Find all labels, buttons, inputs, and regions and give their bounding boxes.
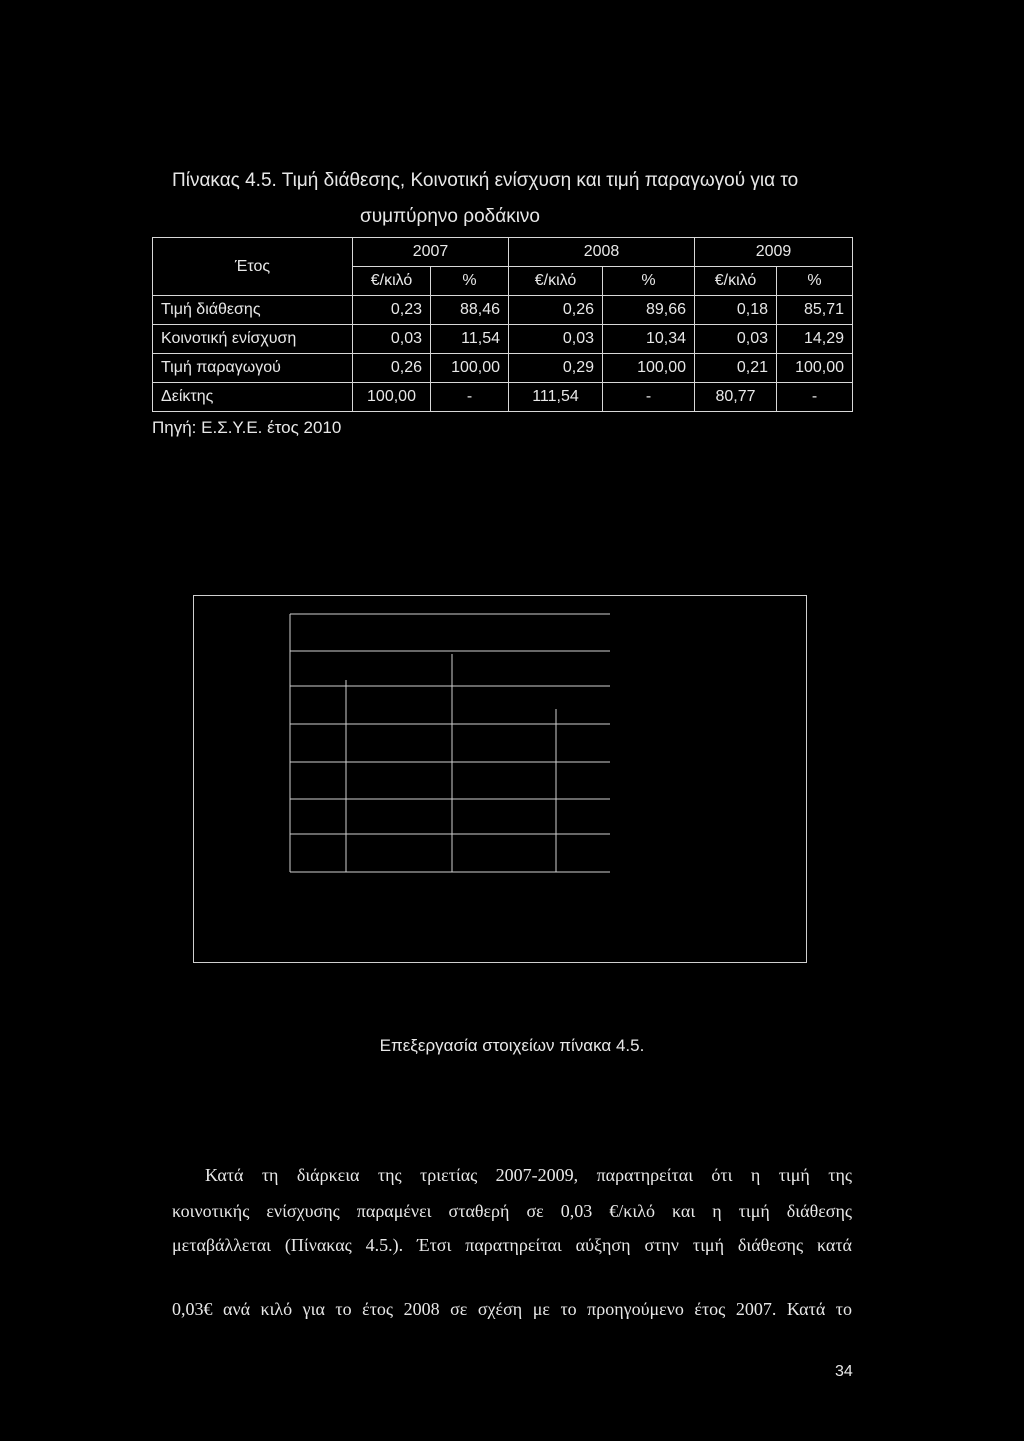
unit-header: €/κιλό <box>695 267 777 296</box>
row-label: Κοινοτική ενίσχυση <box>153 325 353 354</box>
table-source: Πηγή: Ε.Σ.Υ.Ε. έτος 2010 <box>152 418 342 437</box>
table-cell: 10,34 <box>603 325 695 354</box>
table-cell: 0,03 <box>695 325 777 354</box>
row-label: Τιμή παραγωγού <box>153 354 353 383</box>
table-row <box>153 383 853 412</box>
table-row <box>153 325 853 354</box>
table-cell: - <box>603 383 695 412</box>
table-cell: 85,71 <box>777 296 853 325</box>
table-corner-cell: Έτος <box>153 238 353 296</box>
table-cell: 100,00 <box>431 354 509 383</box>
year-header: 2009 <box>695 238 853 267</box>
pct-header: % <box>603 267 695 296</box>
table-row <box>153 296 853 325</box>
unit-header: €/κιλό <box>509 267 603 296</box>
table-cell: 80,77 <box>695 383 777 412</box>
paragraph-line: Κατά τη διάρκεια της τριετίας 2007-2009, παρατηρείται ότι η τιμή της <box>205 1165 852 1185</box>
table-cell: - <box>431 383 509 412</box>
table-cell: 11,54 <box>431 325 509 354</box>
chart-caption: Επεξεργασία στοιχείων πίνακα 4.5. <box>379 1036 645 1055</box>
chart-graphic <box>194 596 808 964</box>
unit-header: €/κιλό <box>353 267 431 296</box>
price-table <box>152 237 853 412</box>
table-caption-subtitle: συμπύρηνο ροδάκινο <box>359 206 540 227</box>
table-caption: Πίνακας 4.5. Τιμή διάθεσης, Κοινοτική ενίσχυση και τιμή παραγωγού για το <box>172 170 799 191</box>
paragraph-line: μεταβάλλεται (Πίνακας 4.5.). Έτσι παρατηρείται αύξηση στην τιμή διάθεσης κατά <box>172 1235 852 1255</box>
table-cell: 0,03 <box>353 325 431 354</box>
paragraph-line: 0,03€ ανά κιλό για το έτος 2008 σε σχέση με το προηγούμενο έτος 2007. Κατά το <box>172 1299 852 1319</box>
table-row <box>153 354 853 383</box>
table-cell: 100,00 <box>603 354 695 383</box>
row-label: Τιμή διάθεσης <box>153 296 353 325</box>
year-header: 2008 <box>509 238 695 267</box>
year-header: 2007 <box>353 238 509 267</box>
table-cell: 14,29 <box>777 325 853 354</box>
table-cell: 0,18 <box>695 296 777 325</box>
table-cell: 0,03 <box>509 325 603 354</box>
table-cell: 100,00 <box>353 383 431 412</box>
table-cell: 0,29 <box>509 354 603 383</box>
pct-header: % <box>431 267 509 296</box>
table-cell: 100,00 <box>777 354 853 383</box>
table-cell: 88,46 <box>431 296 509 325</box>
table-cell: 0,23 <box>353 296 431 325</box>
table-cell: 0,21 <box>695 354 777 383</box>
table-cell: 0,26 <box>353 354 431 383</box>
table-cell: 111,54 <box>509 383 603 412</box>
chart-frame <box>193 595 807 963</box>
table-cell: - <box>777 383 853 412</box>
pct-header: % <box>777 267 853 296</box>
table-cell: 89,66 <box>603 296 695 325</box>
table-header-years <box>153 238 853 267</box>
page-number: 34 <box>835 1363 853 1380</box>
table-cell: 0,26 <box>509 296 603 325</box>
row-label: Δείκτης <box>153 383 353 412</box>
paragraph-line: κοινοτικής ενίσχυσης παραμένει σταθερή σε 0,03 €/κιλό και η τιμή διάθεσης <box>172 1201 852 1221</box>
